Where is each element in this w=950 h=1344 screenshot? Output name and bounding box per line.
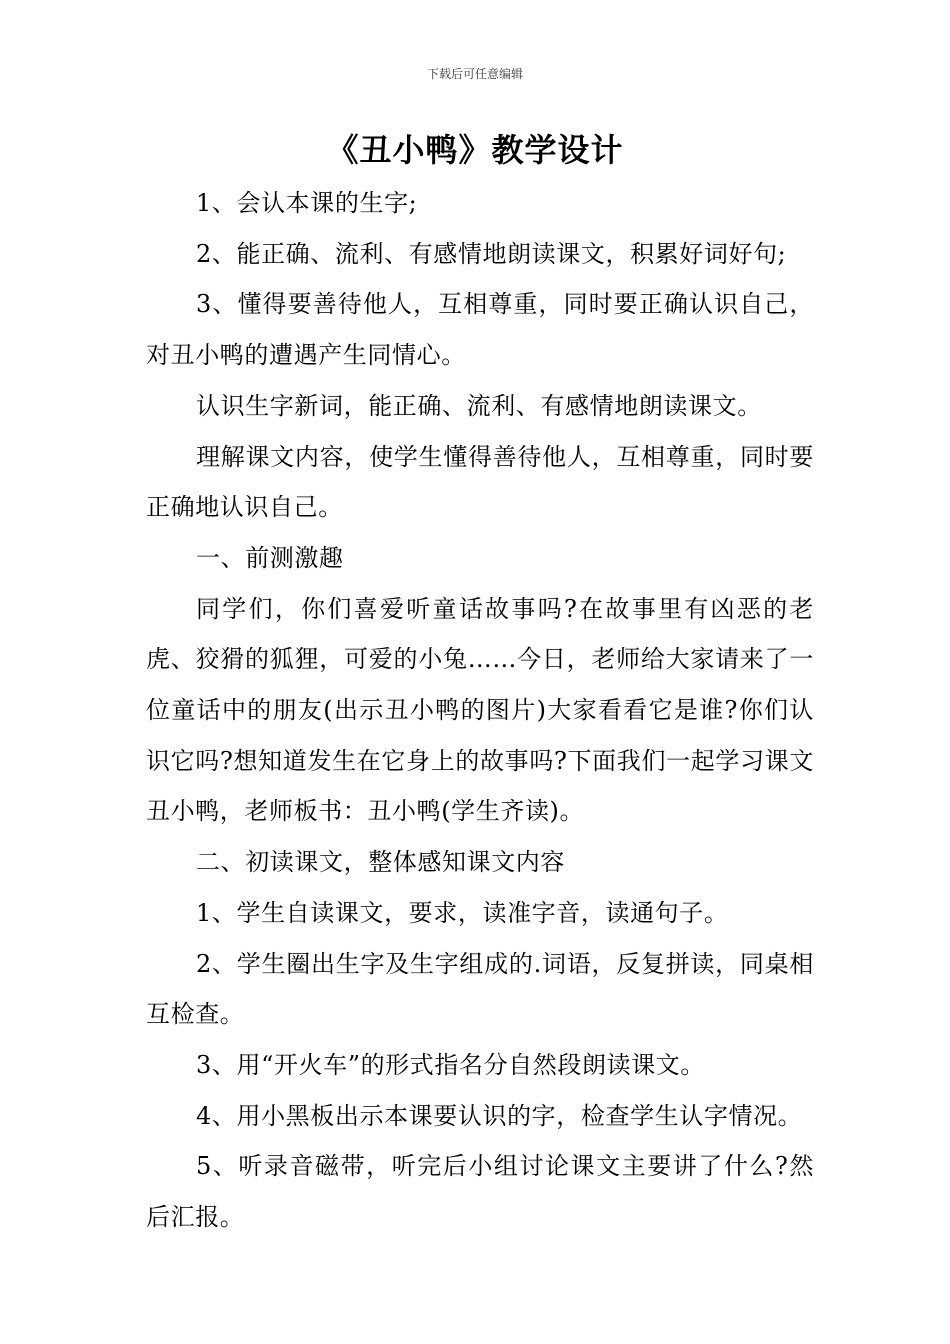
paragraph-step-1: 1、学生自读课文，要求，读准字音，读通句子。 [196,898,729,927]
paragraph-intro: 同学们，你们喜爱听童话故事吗?在故事里有凶恶的老虎、狡猾的狐狸，可爱的小兔……今日，老师给大家请来了一位童话中的朋友(出示丑小鸭的图片)大家看看它是谁?你们认识它吗?想知道发生在它身上的故事吗?下面我们一起学习课文丑小鸭，老师板书：丑小鸭(学生齐读)。 [146,594,814,826]
paragraph-step-3: 3、用“开火车”的形式指名分自然段朗读课文。 [196,1050,706,1079]
paragraph-difficult-point: 理解课文内容，使学生懂得善待他人，互相尊重，同时要正确地认识自己。 [146,442,814,522]
paragraph-key-point: 认识生字新词，能正确、流利、有感情地朗读课文。 [196,391,762,420]
paragraph-step-2: 2、学生圈出生字及生字组成的.词语，反复拼读，同桌相互检查。 [146,949,814,1029]
page-header-note: 下载后可任意编辑 [426,67,523,81]
document-title: 《丑小鸭》教学设计 [326,131,624,169]
paragraph-step-5: 5、听录音磁带，听完后小组讨论课文主要讲了什么?然后汇报。 [146,1152,814,1232]
paragraph-objective-3: 3、懂得要善待他人，互相尊重，同时要正确认识自己，对丑小鸭的遭遇产生同情心。 [146,290,814,370]
section-heading-2: 二、初读课文，整体感知课文内容 [196,848,565,877]
paragraph-objective-2: 2、能正确、流利、有感情地朗读课文，积累好词好句; [196,239,787,268]
paragraph-step-4: 4、用小黑板出示本课要认识的字，检查学生认字情况。 [196,1101,803,1130]
section-heading-1: 一、前测激趣 [196,543,344,572]
paragraph-objective-1: 1、会认本课的生字; [196,189,418,217]
document-body [146,178,814,1243]
